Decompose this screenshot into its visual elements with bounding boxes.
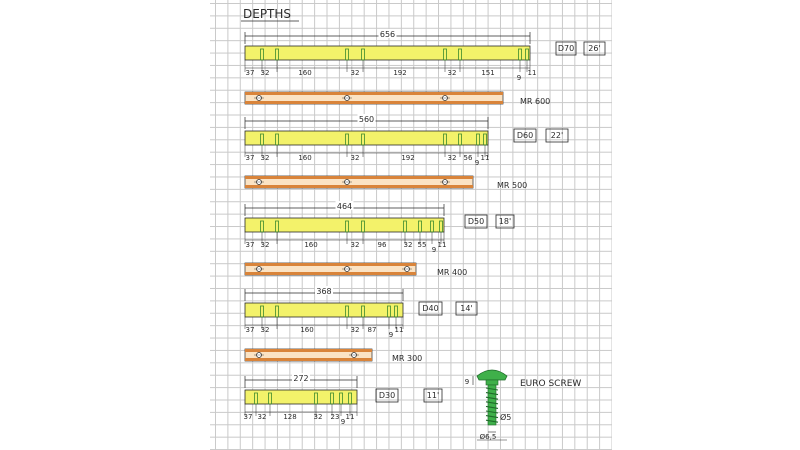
inch-size-label: 26' xyxy=(588,44,601,53)
rail-label: MR 500 xyxy=(497,181,528,190)
inch-size-label: 11' xyxy=(426,391,440,400)
inch-size-label: 18' xyxy=(498,217,512,226)
depth-code-label: D30 xyxy=(378,391,396,400)
segment-dimension-label: 55 xyxy=(417,241,427,249)
rail-bottom-edge xyxy=(245,358,372,361)
segment-dimension-label: 23 xyxy=(330,413,340,421)
overall-length-label: 560 xyxy=(358,115,375,124)
rail-label: MR 400 xyxy=(437,268,468,277)
depth-code-label: D40 xyxy=(422,304,439,313)
board-panel xyxy=(245,131,488,145)
segment-dimension-label: 9 xyxy=(340,418,346,426)
inch-size-label: 14' xyxy=(460,304,473,313)
segment-dimension-label: 192 xyxy=(393,69,407,77)
boards-group xyxy=(244,29,605,426)
rail-label: MR 300 xyxy=(392,354,423,363)
screw-type-label: EURO SCREW xyxy=(520,379,582,389)
segment-dimension-label: 160 xyxy=(298,154,312,162)
segment-dimension-label: 32 xyxy=(260,241,270,249)
segment-dimension-label: 11 xyxy=(527,69,537,77)
segment-dimension-label: 160 xyxy=(304,241,318,249)
segment-dimension-label: 9 xyxy=(474,159,480,167)
euro-screw-detail xyxy=(465,370,582,441)
segment-dimension-label: 9 xyxy=(431,246,437,254)
overall-length-label: 656 xyxy=(379,30,396,39)
segment-dimension-label: 37 xyxy=(245,241,255,249)
rail-top-edge xyxy=(245,176,473,179)
depth-code-label: D70 xyxy=(557,44,575,53)
board-row-d40 xyxy=(245,286,477,363)
segment-dimension-label: 96 xyxy=(377,241,387,249)
segment-dimension-label: 32 xyxy=(313,413,323,421)
head-diameter-label: Ø6,5 xyxy=(479,433,497,441)
segment-dimension-label: 32 xyxy=(350,69,360,77)
rail-bottom-edge xyxy=(245,101,503,104)
board-row-d70 xyxy=(245,29,605,106)
segment-dimension-label: 32 xyxy=(350,241,360,249)
segment-dimension-label: 32 xyxy=(260,69,270,77)
segment-dimension-label: 32 xyxy=(447,154,457,162)
segment-dimension-label: 32 xyxy=(260,326,270,334)
overall-length-label: 464 xyxy=(336,202,353,211)
screw-neck xyxy=(486,380,498,385)
rail-top-edge xyxy=(245,349,372,352)
segment-dimension-label: 160 xyxy=(300,326,314,334)
rail-label: MR 600 xyxy=(520,97,551,106)
segment-dimension-label: 37 xyxy=(245,326,255,334)
segment-dimension-label: 56 xyxy=(463,154,473,162)
segment-dimension-label: 9 xyxy=(516,74,522,82)
segment-dimension-label: 32 xyxy=(350,326,360,334)
segment-dimension-label: 9 xyxy=(388,331,394,339)
rail-bottom-edge xyxy=(245,185,473,188)
board-panel xyxy=(245,46,530,60)
board-panel xyxy=(245,390,357,404)
screw-shank xyxy=(488,385,496,425)
segment-dimension-label: 37 xyxy=(245,154,255,162)
drawing-title: DEPTHS xyxy=(243,7,292,21)
segment-dimension-label: 11 xyxy=(437,241,447,249)
overall-length-label: 368 xyxy=(316,287,332,296)
board-row-d50 xyxy=(245,201,514,277)
segment-dimension-label: 11 xyxy=(345,413,355,421)
segment-dimension-label: 37 xyxy=(243,413,253,421)
rail-top-edge xyxy=(245,92,503,95)
segment-dimension-label: 87 xyxy=(367,326,377,334)
segment-dimension-label: 151 xyxy=(481,69,495,77)
board-row-d30 xyxy=(244,373,442,426)
board-panel xyxy=(245,218,444,232)
segment-dimension-label: 32 xyxy=(447,69,457,77)
rail-top-edge xyxy=(245,263,416,266)
board-row-d60 xyxy=(245,114,568,190)
overall-length-label: 272 xyxy=(293,374,309,383)
segment-dimension-label: 32 xyxy=(350,154,360,162)
inch-size-label: 22' xyxy=(550,131,564,140)
screw-head-icon xyxy=(477,370,507,380)
board-panel xyxy=(245,303,403,317)
depth-code-label: D60 xyxy=(516,131,534,140)
rail-bottom-edge xyxy=(245,272,416,275)
shank-diameter-label: Ø5 xyxy=(500,413,512,422)
segment-dimension-label: 32 xyxy=(260,154,270,162)
segment-dimension-label: 11 xyxy=(394,326,404,334)
segment-dimension-label: 32 xyxy=(257,413,267,421)
segment-dimension-label: 32 xyxy=(403,241,413,249)
segment-dimension-label: 11 xyxy=(480,154,490,162)
segment-dimension-label: 192 xyxy=(401,154,415,162)
head-height-label: 9 xyxy=(464,378,470,386)
depth-code-label: D50 xyxy=(467,217,485,226)
segment-dimension-label: 128 xyxy=(283,413,297,421)
segment-dimension-label: 37 xyxy=(245,69,255,77)
segment-dimension-label: 160 xyxy=(298,69,312,77)
